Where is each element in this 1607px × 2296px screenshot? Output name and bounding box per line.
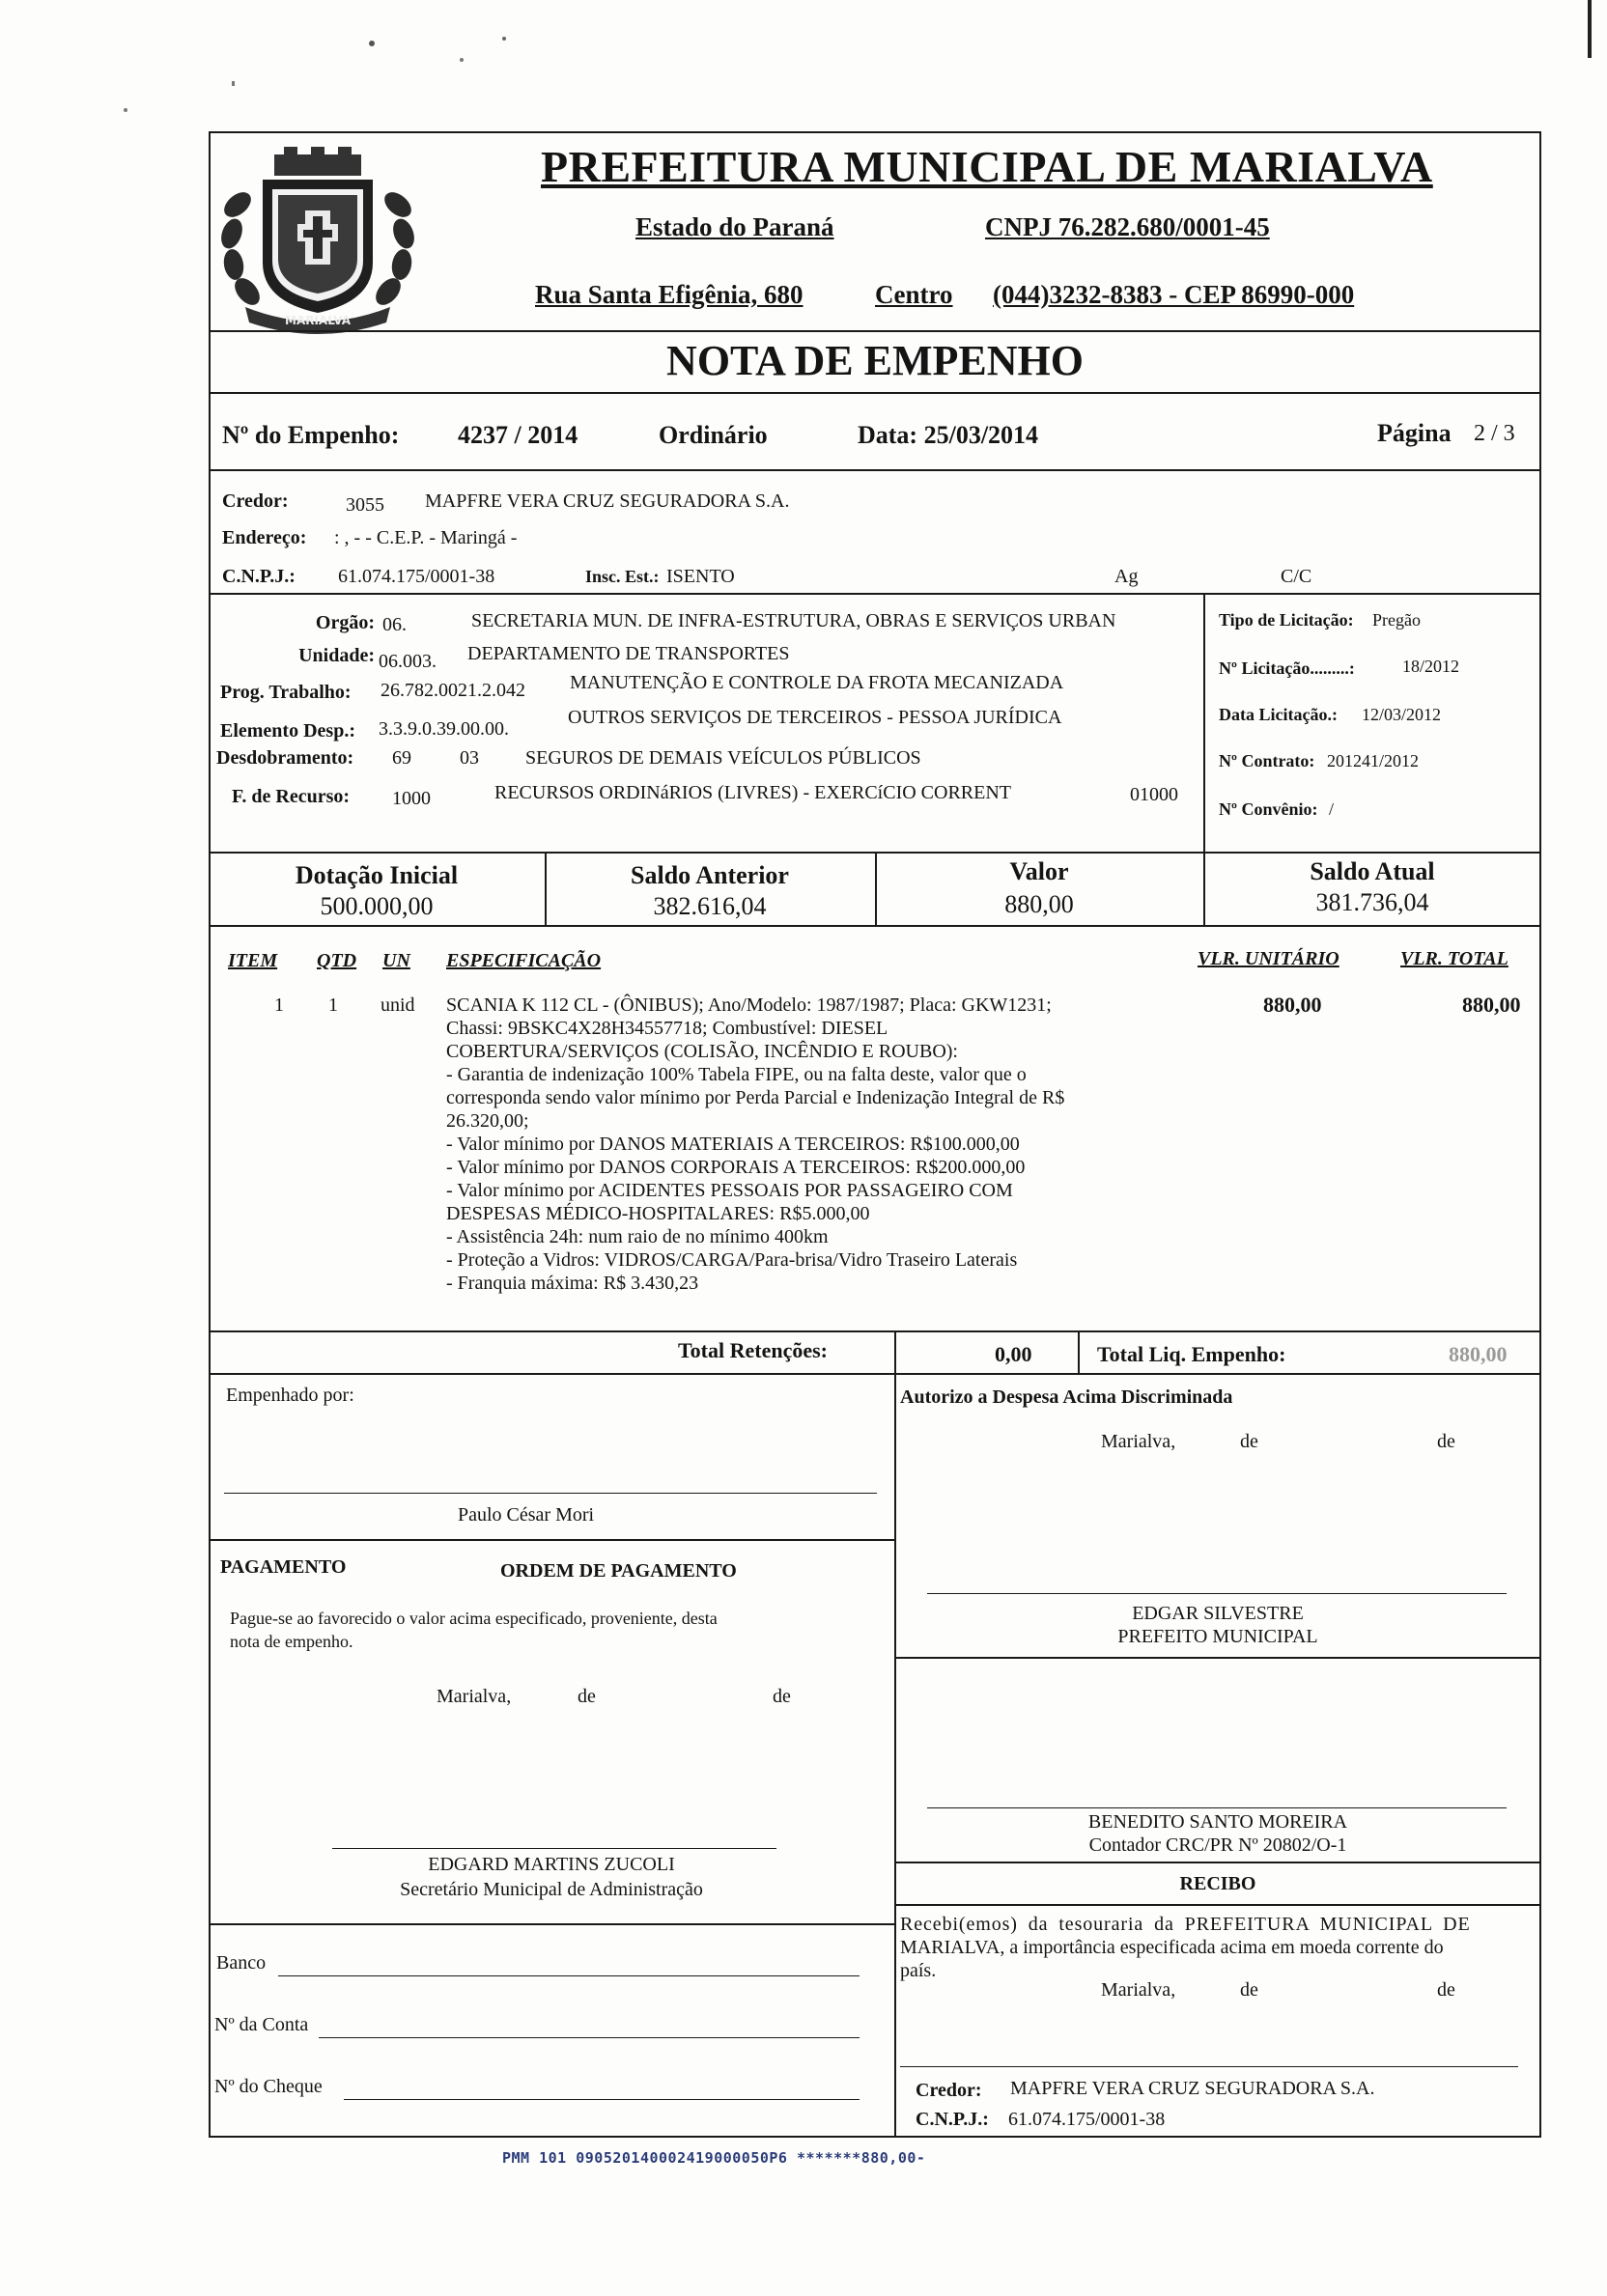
data-licitacao-value: 12/03/2012 [1362,705,1442,724]
divider [209,593,1541,595]
divider [209,392,1541,394]
divider [894,1904,1541,1906]
item-spec-line: DESPESAS MÉDICO-HOSPITALARES: R$5.000,00 [446,1203,870,1224]
convenio-label: Nº Convênio: [1219,799,1318,819]
divider [209,1373,1541,1375]
empenho-date: Data: 25/03/2014 [858,421,1039,449]
divider-vertical [1078,1330,1080,1373]
state-label: Estado do Paraná [635,212,834,241]
signature-line [927,1807,1507,1808]
saldo-atual-label: Saldo Atual [1310,857,1435,885]
item-spec-line: - Proteção a Vidros: VIDROS/CARGA/Para-brisa/Vidro Traseiro Laterais [446,1249,1018,1271]
tipo-licitacao-label: Tipo de Licitação: [1219,610,1354,630]
prefeito-title: PREFEITO MUNICIPAL [1117,1626,1318,1647]
divider [209,330,1541,332]
endereco-value: : , - - C.E.P. - Maringá - [334,527,518,548]
secretario-title: Secretário Municipal de Administração [400,1879,703,1900]
secretario-name: EDGARD MARTINS ZUCOLI [428,1854,675,1875]
recibo-city: Marialva, [1101,1979,1176,2001]
numero-licitacao-value: 18/2012 [1402,657,1460,676]
pague-se-text: Pague-se ao favorecido o valor acima especificado, proveniente, desta [230,1609,718,1628]
tipo-licitacao-value: Pregão [1372,610,1421,630]
pagamento-de: de [578,1686,596,1707]
contador-title: Contador CRC/PR Nº 20802/O-1 [1088,1834,1347,1856]
fonte-recurso-desc: RECURSOS ORDINáRIOS (LIVRES) - EXERCíCIO CORRENT [494,782,1012,803]
endereco-label: Endereço: [222,527,307,548]
item-spec-line: - Valor mínimo por ACIDENTES PESSOAIS POR PASSAGEIRO COM [446,1180,1013,1201]
item-unit-value: 880,00 [1263,993,1322,1017]
conta-label: Nº da Conta [214,2014,309,2035]
qtd-column-header: QTD [317,950,357,971]
item-spec-line: corresponda sendo valor mínimo por Perda Parcial e Indenização Integral de R$ [446,1087,1065,1108]
pagamento-city: Marialva, [437,1686,512,1707]
total-value-column-header: VLR. TOTAL [1400,948,1508,969]
insc-value: ISENTO [666,566,735,587]
item-total-value: 880,00 [1462,993,1521,1017]
dotacao-inicial-value: 500.000,00 [320,892,434,920]
autorizo-despesa: Autorizo a Despesa Acima Discriminada [900,1386,1233,1408]
desdobramento-desc: SEGUROS DE DEMAIS VEÍCULOS PÚBLICOS [525,747,921,769]
scan-speck [232,81,235,86]
cnpj-header: CNPJ 76.282.680/0001-45 [985,212,1270,241]
desdobramento-a: 69 [392,747,411,769]
item-number: 1 [274,994,284,1016]
total-retencoes-value: 0,00 [995,1342,1032,1366]
credor-label: Credor: [222,490,289,512]
total-liquido-value: 880,00 [1449,1342,1508,1366]
empenhado-por-name: Paulo César Mori [458,1504,595,1526]
pagamento-de: de [773,1686,791,1707]
unit-value-column-header: VLR. UNITÁRIO [1198,948,1339,969]
conta-corrente-label: C/C [1281,566,1312,587]
scan-speck [369,41,375,46]
city-hall-title: PREFEITURA MUNICIPAL DE MARIALVA [541,142,1433,191]
prog-trabalho-desc: MANUTENÇÃO E CONTROLE DA FROTA MECANIZADA [570,672,1064,693]
item-qtd: 1 [328,994,338,1016]
divider-vertical [894,1373,896,2138]
divider-vertical [894,1330,896,1373]
document-title: NOTA DE EMPENHO [666,337,1084,384]
banco-label: Banco [216,1952,267,1974]
saldo-anterior-value: 382.616,04 [653,892,767,920]
banco-input-line[interactable] [278,1975,860,1976]
cnpj-label: C.N.P.J.: [222,566,296,587]
elemento-label: Elemento Desp.: [220,720,355,742]
divider [894,1862,1541,1863]
recibo-de: de [1437,1979,1455,2001]
item-spec-line: - Valor mínimo por DANOS MATERIAIS A TERCEIROS: R$100.000,00 [446,1134,1020,1155]
recibo-title: RECIBO [1179,1873,1256,1894]
contrato-value: 201241/2012 [1327,751,1420,770]
credor-code: 3055 [346,494,384,516]
total-liquido-label: Total Liq. Empenho: [1097,1342,1286,1366]
signature-line [927,1593,1507,1594]
cnpj-value: 61.074.175/0001-38 [338,566,495,587]
orgao-desc: SECRETARIA MUN. DE INFRA-ESTRUTURA, OBRAS E SERVIÇOS URBAN [471,610,1116,631]
divider [209,925,1541,927]
elemento-code: 3.3.9.0.39.00.00. [379,718,509,740]
recibo-text-2: MARIALVA, a importância especificada acima em moeda corrente do [900,1937,1444,1958]
valor-value: 880,00 [1004,890,1074,918]
recibo-de: de [1240,1979,1258,2001]
page-label: Página [1377,419,1452,447]
scan-edge-mark [1588,0,1592,58]
recibo-text-3: país. [900,1960,937,1981]
saldo-atual-value: 381.736,04 [1315,888,1429,916]
divider [209,469,1541,471]
pague-se-text-2: nota de empenho. [230,1632,353,1651]
divider [209,1539,894,1541]
insc-label: Insc. Est.: [585,567,660,586]
cheque-input-line[interactable] [344,2099,860,2100]
empenho-number-label: Nº do Empenho: [222,421,400,449]
item-column-header: ITEM [228,950,278,971]
divider [209,1923,894,1925]
unidade-label: Unidade: [298,645,375,666]
empenho-type: Ordinário [659,421,768,449]
address-header: Rua Santa Efigênia, 680 [535,280,804,309]
agencia-label: Ag [1114,566,1139,587]
authentication-code: PMM 101 090520140002419000050P6 *******880,00- [502,2149,926,2167]
fonte-recurso-code2: 01000 [1130,784,1178,805]
item-spec-line: SCANIA K 112 CL - (ÔNIBUS); Ano/Modelo: 1987/1987; Placa: GKW1231; [446,994,1052,1016]
scan-speck [460,58,464,62]
dotacao-inicial-label: Dotação Inicial [295,861,459,889]
ordem-pagamento-label: ORDEM DE PAGAMENTO [500,1560,737,1582]
unidade-desc: DEPARTAMENTO DE TRANSPORTES [467,643,790,664]
autorizo-de: de [1240,1431,1258,1452]
total-retencoes-label: Total Retenções: [678,1338,828,1362]
orgao-label: Orgão: [315,612,375,633]
municipal-seal [216,147,419,340]
convenio-value: / [1329,799,1335,819]
district-header: Centro [875,280,953,309]
signature-line [900,2066,1518,2067]
orgao-code: 06. [382,614,407,635]
recibo-text: Recebi(emos) da tesouraria da PREFEITURA MUNICIPAL DE [900,1914,1471,1935]
autorizo-de: de [1437,1431,1455,1452]
prog-trabalho-label: Prog. Trabalho: [220,682,352,703]
signature-line [332,1848,776,1849]
item-spec-line: Chassi: 9BSKC4X28H34557718; Combustível: DIESEL [446,1018,888,1039]
desdobramento-b: 03 [460,747,479,769]
recibo-credor-label: Credor: [916,2080,982,2101]
fonte-recurso-code: 1000 [392,788,431,809]
page-number: 2 / 3 [1474,421,1515,446]
prog-trabalho-code: 26.782.0021.2.042 [381,680,525,701]
item-spec-line: - Assistência 24h: num raio de no mínimo 400km [446,1226,829,1247]
recibo-cnpj-label: C.N.P.J.: [916,2109,989,2130]
item-spec-line: - Garantia de indenização 100% Tabela FIPE, ou na falta deste, valor que o [446,1064,1027,1085]
data-licitacao-label: Data Licitação.: [1219,705,1338,724]
unidade-code: 06.003. [379,651,437,672]
divider [894,1657,1541,1659]
item-spec-line: 26.320,00; [446,1110,529,1132]
autorizo-city: Marialva, [1101,1431,1176,1452]
phone-cep-header: (044)3232-8383 - CEP 86990-000 [993,280,1355,309]
scan-speck [502,37,506,41]
empenho-number: 4237 / 2014 [458,421,578,449]
divider-vertical [1203,593,1205,854]
pagamento-label: PAGAMENTO [220,1556,347,1578]
empenhado-por-label: Empenhado por: [226,1385,354,1406]
item-unit: unid [381,994,415,1016]
conta-input-line[interactable] [319,2037,860,2038]
fonte-recurso-label: F. de Recurso: [232,786,351,807]
spec-column-header: ESPECIFICAÇÃO [446,950,602,971]
scan-speck [124,108,127,112]
item-spec-line: COBERTURA/SERVIÇOS (COLISÃO, INCÊNDIO E ROUBO): [446,1041,958,1062]
elemento-desc: OUTROS SERVIÇOS DE TERCEIROS - PESSOA JURÍDICA [568,707,1062,728]
divider [209,1330,1541,1332]
recibo-credor-name: MAPFRE VERA CRUZ SEGURADORA S.A. [1010,2078,1375,2099]
contrato-label: Nº Contrato: [1219,751,1315,770]
un-column-header: UN [382,950,410,971]
cheque-label: Nº do Cheque [214,2076,323,2097]
recibo-cnpj-value: 61.074.175/0001-38 [1008,2109,1166,2130]
prefeito-name: EDGAR SILVESTRE [1132,1603,1304,1624]
credor-name: MAPFRE VERA CRUZ SEGURADORA S.A. [425,490,790,512]
saldo-anterior-label: Saldo Anterior [631,861,789,889]
contador-name: BENEDITO SANTO MOREIRA [1087,1811,1348,1833]
valor-label: Valor [1009,857,1069,885]
signature-line [224,1493,877,1494]
item-spec-line: - Valor mínimo por DANOS CORPORAIS A TERCEIROS: R$200.000,00 [446,1157,1026,1178]
item-spec-line: - Franquia máxima: R$ 3.430,23 [446,1273,699,1294]
seal-banner-text: MARIALVA [285,314,351,327]
desdobramento-label: Desdobramento: [216,747,354,769]
numero-licitacao-label: Nº Licitação.........: [1219,658,1355,678]
